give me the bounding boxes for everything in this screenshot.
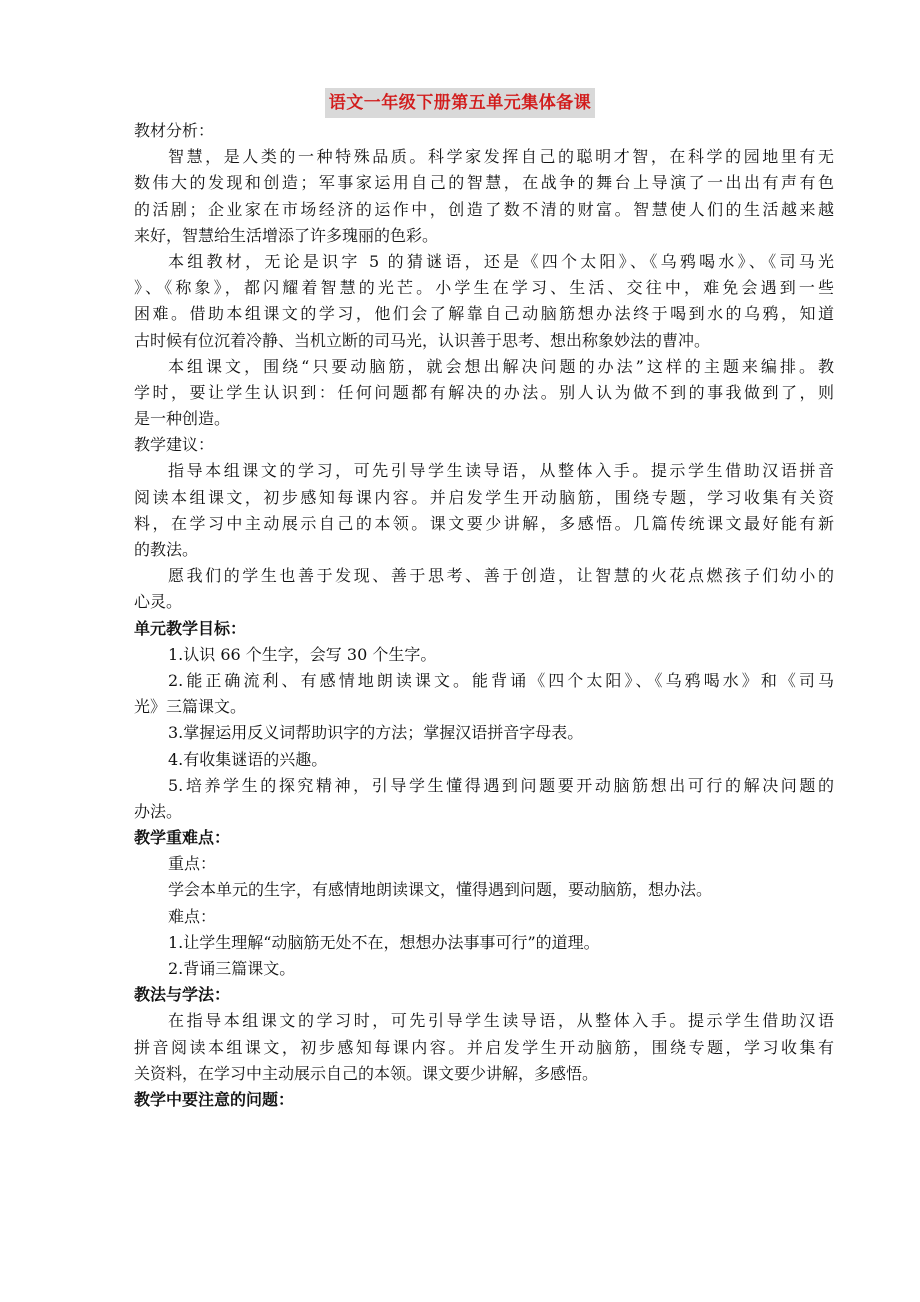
goal-item: 光》三篇课文。	[134, 697, 247, 717]
document-title: 语文一年级下册第五单元集体备课	[325, 88, 596, 118]
notes-heading: 教学中要注意的问题：	[134, 1089, 295, 1109]
hard-item: 1.让学生理解“动脑筋无处不在，想想办法事事可行”的道理。	[168, 932, 600, 952]
paragraph-line: 困难。借助本组课文的学习，他们会了解靠自己动脑筋想办法终于喝到水的乌鸦，知道	[134, 304, 834, 324]
title-container	[0, 88, 920, 118]
paragraph-line: 古时候有位沉着冷静、当机立断的司马光，认识善于思考、想出称象妙法的曹冲。	[134, 330, 711, 350]
goal-item: 5.培养学生的探究精神，引导学生懂得遇到问题要开动脑筋想出可行的解决问题的	[168, 775, 834, 795]
paragraph-line: 》、《称象》，都闪耀着智慧的光芒。小学生在学习、生活、交往中，难免会遇到一些	[134, 278, 834, 298]
suggestion-heading: 教学建议：	[134, 435, 215, 455]
paragraph-line: 指导本组课文的学习，可先引导学生读导语，从整体入手。提示学生借助汉语拼音	[168, 461, 834, 481]
paragraph-line: 是一种创造。	[134, 409, 231, 429]
paragraph-line: 心灵。	[134, 592, 183, 612]
paragraph-line: 智慧，是人类的一种特殊品质。科学家发挥自己的聪明才智，在科学的园地里有无	[168, 147, 834, 167]
paragraph-line: 拼音阅读本组课文，初步感知每课内容。并启发学生开动脑筋，围绕专题，学习收集有	[134, 1037, 834, 1057]
paragraph-line: 愿我们的学生也善于发现、善于思考、善于创造，让智慧的火花点燃孩子们幼小的	[168, 566, 834, 586]
document-body	[134, 118, 834, 1113]
key-label: 重点：	[168, 854, 217, 874]
goals-heading: 单元教学目标：	[134, 618, 247, 638]
paragraph-line: 阅读本组课文，初步感知每课内容。并启发学生开动脑筋，围绕专题，学习收集有关资	[134, 487, 834, 507]
goal-item: 办法。	[134, 801, 183, 821]
paragraph-line: 的活剧；企业家在市场经济的运作中，创造了数不清的财富。智慧使人们的生活越来越	[134, 199, 834, 219]
paragraph-line: 学时，要让学生认识到：任何问题都有解决的办法。别人认为做不到的事我做到了，则	[134, 382, 834, 402]
paragraph-line: 本组教材，无论是识字 5 的猜谜语，还是《四个太阳》、《乌鸦喝水》、《司马光	[168, 251, 834, 271]
key-points-heading: 教学重难点：	[134, 828, 231, 848]
paragraph-line: 来好，智慧给生活增添了许多瑰丽的色彩。	[134, 225, 439, 245]
goal-item: 2.能正确流利、有感情地朗读课文。能背诵《四个太阳》、《乌鸦喝水》和《司马	[168, 670, 834, 690]
paragraph-line: 本组课文，围绕“只要动脑筋，就会想出解决问题的办法”这样的主题来编排。教	[168, 356, 834, 376]
goal-item: 1.认识 66 个生字，会写 30 个生字。	[168, 644, 437, 664]
paragraph-line: 的教法。	[134, 540, 199, 559]
key-text: 学会本单元的生字，有感情地朗读课文，懂得遇到问题，要动脑筋，想办法。	[168, 880, 713, 900]
paragraph-line: 关资料，在学习中主动展示自己的本领。课文要少讲解，多感悟。	[134, 1063, 599, 1083]
paragraph-line: 料，在学习中主动展示自己的本领。课文要少讲解，多感悟。几篇传统课文最好能有新	[134, 513, 834, 533]
paragraph-line: 在指导本组课文的学习时，可先引导学生读导语，从整体入手。提示学生借助汉语	[168, 1011, 834, 1031]
paragraph-line: 数伟大的发现和创造；军事家运用自己的智慧，在战争的舞台上导演了一出出有声有色	[134, 173, 834, 193]
hard-label: 难点：	[168, 906, 217, 926]
goal-item: 4.有收集谜语的兴趣。	[168, 749, 328, 769]
goal-item: 3.掌握运用反义词帮助识字的方法；掌握汉语拼音字母表。	[168, 723, 584, 743]
hard-item: 2.背诵三篇课文。	[168, 959, 296, 978]
analysis-heading: 教材分析：	[134, 121, 215, 140]
method-heading: 教法与学法：	[134, 985, 231, 1005]
